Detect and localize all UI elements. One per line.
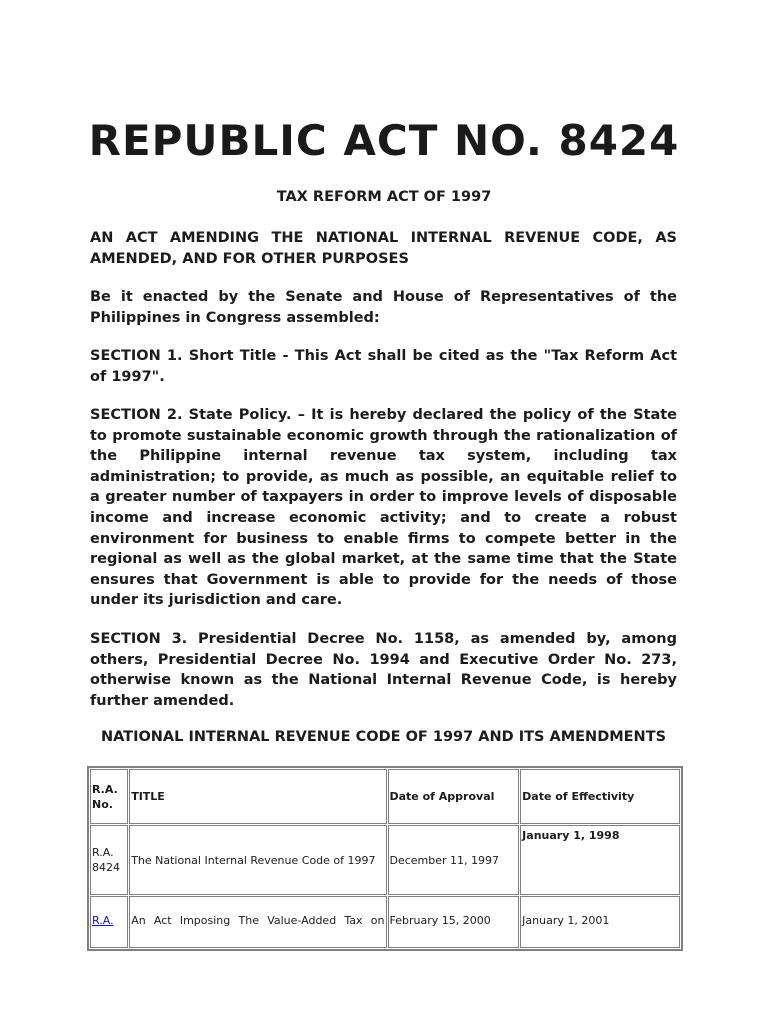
- cell-approval: December 11, 1997: [388, 825, 520, 895]
- section-1: SECTION 1. Short Title - This Act shall be cited as the "Tax Reform Act of 1997".: [90, 348, 677, 385]
- document-title: REPUBLIC ACT NO. 8424: [88, 116, 680, 165]
- amendments-table: [87, 766, 683, 951]
- cell-effectivity: January 1, 1998: [520, 825, 680, 895]
- cell-title: An Act Imposing The Value-Added Tax on: [129, 896, 386, 948]
- cell-effectivity: January 1, 2001: [520, 896, 680, 948]
- header-ra-no: R.A. No.: [90, 769, 128, 824]
- cell-title: The National Internal Revenue Code of 1997: [129, 825, 386, 895]
- header-date-of-effectivity: Date of Effectivity: [520, 769, 680, 824]
- document-subtitle: TAX REFORM ACT OF 1997: [276, 189, 492, 205]
- table-header-row: [90, 769, 680, 824]
- section-3: SECTION 3. Presidential Decree No. 1158, as amended by, among others, Presidential Decree No. 1994 and Executive Order No. 273, otherwise known as the National Internal Revenue Code, is hereby further amended.: [90, 631, 677, 709]
- cell-ra-no: [90, 896, 128, 948]
- header-date-of-approval: Date of Approval: [388, 769, 520, 824]
- act-description: AN ACT AMENDING THE NATIONAL INTERNAL REVENUE CODE, AS AMENDED, AND FOR OTHER PURPOSES: [90, 230, 677, 267]
- ra-link[interactable]: R.A.: [92, 914, 114, 927]
- table-row: [90, 896, 680, 948]
- cell-ra-no: R.A. 8424: [90, 825, 128, 895]
- section-2: SECTION 2. State Policy. – It is hereby declared the policy of the State to promote sustainable economic growth through the rationalization of the Philippine internal revenue tax system, including tax administration; to provide, as much as possible, an equitable relief to a greater number of taxpayers in order to improve levels of disposable income and increase economic activity; and to create a robust environment for business to enable firms to compete better in the regional as well as the global market, at the same time that the State ensures that Government is able to provide for the needs of those under its jurisdiction and care.: [90, 407, 677, 609]
- header-title: TITLE: [129, 769, 386, 824]
- table-heading: NATIONAL INTERNAL REVENUE CODE OF 1997 AND ITS AMENDMENTS: [100, 729, 667, 745]
- table-row: [90, 825, 680, 895]
- cell-approval: February 15, 2000: [388, 896, 520, 948]
- enacting-clause: Be it enacted by the Senate and House of Representatives of the Philippines in Congress assembled:: [90, 289, 677, 326]
